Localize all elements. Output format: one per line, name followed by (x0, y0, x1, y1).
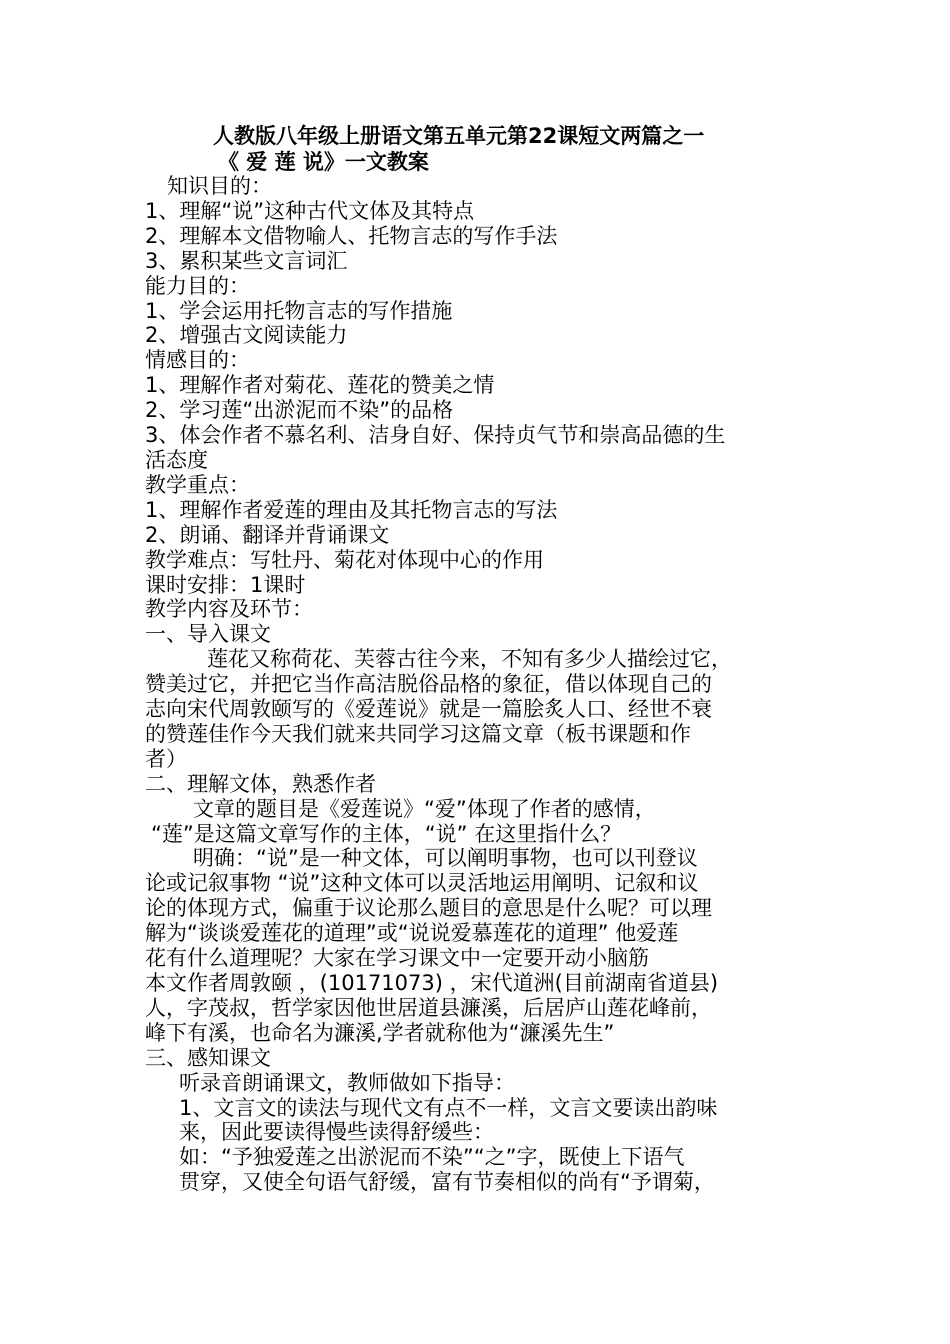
text-line: 1、理解“说”这种古代文体及其特点 (145, 198, 475, 223)
section-heading-schedule: 课时安排：1课时 (145, 572, 306, 597)
text-line: 2、朗诵、翻译并背诵课文 (145, 522, 390, 547)
paragraph-line: 贯穿，又使全句语气舒缓，富有节奏相似的尚有“予谓菊， (179, 1170, 715, 1195)
paragraph-line: 的赞莲佳作今天我们就来共同学习这篇文章（板书课题和作 (145, 721, 691, 746)
paragraph-line: 来，因此要读得慢些读得舒缓些： (179, 1120, 494, 1145)
document-body (145, 174, 810, 1195)
section-heading-perceive: 三、感知课文 (145, 1045, 271, 1070)
section-heading-knowledge-goals: 知识目的： (167, 174, 272, 198)
paragraph-line: 人，字茂叔，哲学家因他世居道县濂溪，后居庐山莲花峰前， (145, 995, 712, 1020)
text-line: 2、理解本文借物喻人、托物言志的写作手法 (145, 223, 558, 248)
text-line: 2、增强古文阅读能力 (145, 323, 348, 348)
text-line: 3、累积某些文言词汇 (145, 248, 348, 273)
paragraph-line: 如：“予独爱莲之出淤泥而不染”“之”字，既使上下语气 (179, 1145, 685, 1170)
document-subtitle: 《 爱 莲 说》一文教案 (218, 150, 429, 174)
paragraph-line: 解为“谈谈爱莲花的道理”或“说说爱慕莲花的道理” 他爱莲 (145, 921, 679, 946)
paragraph-line: 明确：“说”是一种文体，可以阐明事物，也可以刊登议 (193, 846, 698, 871)
section-heading-emotion-goals: 情感目的： (145, 348, 250, 373)
paragraph-line: 论的体现方式，偏重于议论那么题目的意思是什么呢？可以理 (145, 896, 712, 921)
paragraph-line: 志向宋代周敦颐写的《爱莲说》就是一篇脍炙人口、经世不衰 (145, 697, 712, 722)
section-heading-genre-author: 二、理解文体，熟悉作者 (145, 771, 376, 796)
paragraph-line: 本文作者周敦颐 ，(10171073) ，宋代道洲(目前湖南省道县) (145, 971, 719, 995)
text-line: 2、学习莲“出淤泥而不染”的品格 (145, 398, 454, 423)
paragraph-line: 论或记叙事物 “说”这种文体可以灵活地运用阐明、记叙和议 (145, 871, 699, 896)
paragraph-line: 者） (145, 746, 187, 771)
paragraph-line: 赞美过它，并把它当作高洁脱俗品格的象征，借以体现自己的 (145, 672, 712, 697)
paragraph-line: 莲花又称荷花、芙蓉古往今来，不知有多少人描绘过它， (207, 647, 732, 672)
paragraph-line: “莲”是这篇文章写作的主体，“说” 在这里指什么？ (151, 821, 622, 846)
paragraph-line: 听录音朗诵课文，教师做如下指导： (179, 1070, 515, 1095)
paragraph-line: 峰下有溪，也命名为濂溪,学者就称他为“濂溪先生” (145, 1020, 615, 1045)
text-line: 1、理解作者爱莲的理由及其托物言志的写法 (145, 497, 558, 522)
section-heading-difficulties: 教学难点：写牡丹、菊花对体现中心的作用 (145, 547, 544, 572)
text-line: 3、体会作者不慕名利、洁身自好、保持贞气节和崇高品德的生 (145, 423, 726, 448)
section-heading-intro: 一、导入课文 (145, 622, 271, 647)
paragraph-line: 文章的题目是《爱莲说》“爱”体现了作者的感情， (193, 796, 656, 821)
paragraph-line: 花有什么道理呢？大家在学习课文中一定要开动小脑筋 (145, 946, 649, 971)
text-line: 1、学会运用托物言志的写作措施 (145, 298, 453, 323)
text-line: 1、理解作者对菊花、莲花的赞美之情 (145, 373, 495, 398)
document-title: 人教版八年级上册语文第五单元第22课短文两篇之一 (213, 124, 705, 148)
section-heading-ability-goals: 能力目的： (145, 273, 250, 298)
text-line: 活态度 (145, 447, 208, 472)
section-heading-content: 教学内容及环节： (145, 597, 313, 622)
section-heading-key-points: 教学重点： (145, 472, 250, 497)
paragraph-line: 1、文言文的读法与现代文有点不一样，文言文要读出韵味 (179, 1095, 718, 1120)
